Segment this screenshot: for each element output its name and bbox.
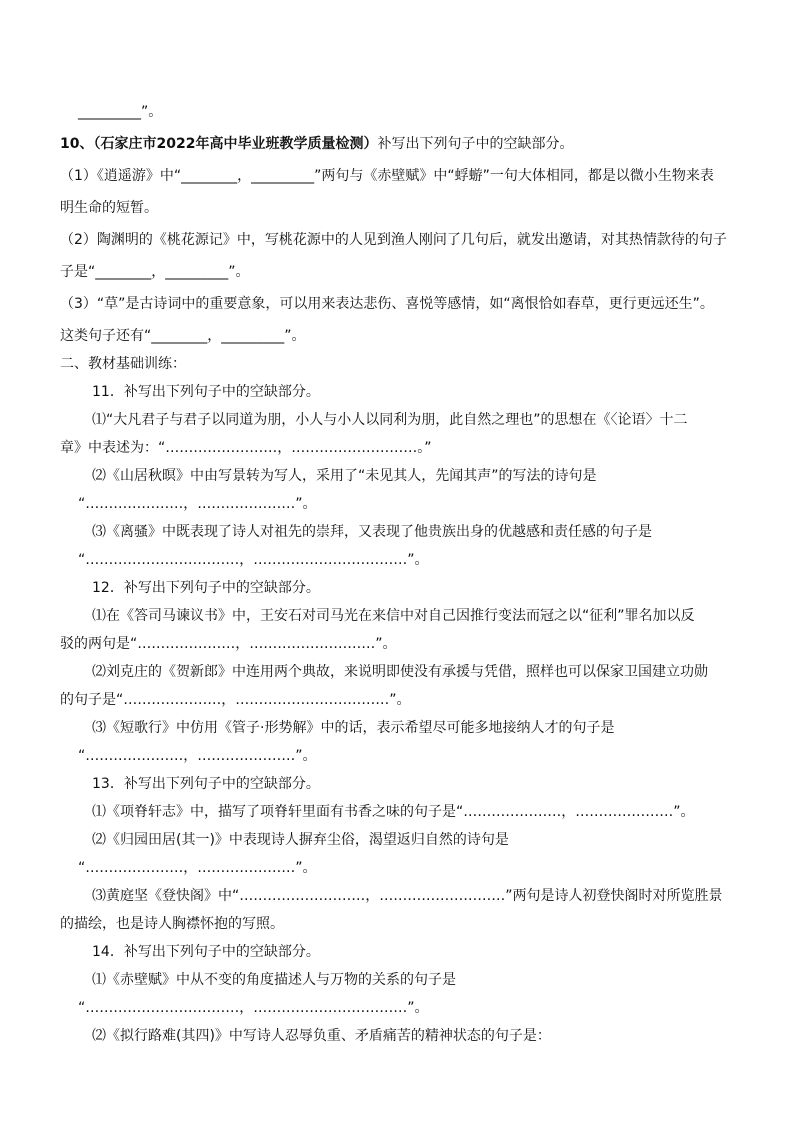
text-line: （2）陶渊明的《桃花源记》中，写桃花源中的人见到渔人刚问了几句后，就发出邀请，对其热情款待的句子 [60, 232, 727, 248]
text-line: 章》中表述为：“……………………，………………………。” [60, 440, 432, 456]
text-line: 驳的两句是“…………………，………………………”。 [60, 636, 397, 652]
text-line: ⑴在《答司马谏议书》中，王安石对司马光在来信中对自己因推行变法而冠之以“征利”罪名加以反 [92, 608, 695, 624]
text-line: ⑶《离骚》中既表现了诗人对祖先的崇拜，又表现了他贵族出身的优越感和责任感的句子是 [92, 524, 652, 540]
question-heading: 11．补写出下列句子中的空缺部分。 [92, 384, 320, 400]
question-instruction: 补写出下列句子中的空缺部分。 [377, 136, 574, 152]
text-line: 子是“________，_________”。 [60, 264, 250, 280]
text-line: 这类句子还有“________，_________”。 [60, 328, 306, 344]
question-heading: 14．补写出下列句子中的空缺部分。 [92, 944, 320, 960]
question-heading: 13．补写出下列句子中的空缺部分。 [92, 776, 320, 792]
question-heading: 12．补写出下列句子中的空缺部分。 [92, 580, 320, 596]
text-line: （1）《逍遥游》中“________，_________”两句与《赤壁赋》中“蜉蝣”一句大体相同，都是以微小生物来表 [60, 168, 714, 184]
text-line: 明生命的短暂。 [60, 200, 158, 216]
question-number: 10、 [60, 136, 94, 152]
section-heading: 二、教材基础训练： [60, 356, 186, 372]
text-line: ⑴《赤壁赋》中从不变的角度描述人与万物的关系的句子是 [92, 972, 456, 988]
text-line: ⑵《山居秋暝》中由写景转为写人，采用了“未见其人，先闻其声”的写法的诗句是 [92, 468, 597, 484]
text-line: ⑴《项脊轩志》中，描写了项脊轩里面有书香之味的句子是“…………………，…………………”。 [92, 804, 695, 820]
text-line: ⑵刘克庄的《贺新郎》中连用两个典故，来说明即使没有承援与凭借，照样也可以保家卫国建立功勋 [92, 664, 708, 680]
text-line: ⑶《短歌行》中仿用《管子·形势解》中的话，表示希望尽可能多地接纳人才的句子是 [92, 720, 615, 736]
text-line: “…………………，…………………”。 [78, 496, 317, 512]
text-line: （3）“草”是古诗词中的重要意象，可以用来表达悲伤、喜悦等感情，如“离恨恰如春草，更行更远还生”。 [60, 296, 714, 312]
question-heading [60, 134, 573, 154]
text-line: “……………………………，……………………………”。 [78, 1000, 429, 1016]
text-line: ⑵《拟行路难(其四)》中写诗人忍辱负重、矛盾痛苦的精神状态的句子是： [92, 1028, 551, 1044]
text-line: _________”。 [78, 104, 163, 120]
text-line: 的描绘，也是诗人胸襟怀抱的写照。 [60, 916, 284, 932]
text-line: ⑶黄庭坚《登快阁》中“………………………，………………………”两句是诗人初登快阁时对所览胜景 [92, 888, 723, 904]
text-line: ⑵《归园田居(其一)》中表现诗人摒弃尘俗，渴望返归自然的诗句是 [92, 832, 509, 848]
text-line: “……………………………，……………………………”。 [78, 552, 429, 568]
text-line: 的句子是“…………………，……………………………”。 [60, 692, 411, 708]
text-line: “…………………，…………………”。 [78, 860, 317, 876]
question-source: （石家庄市2022年高中毕业班教学质量检测） [93, 136, 378, 152]
text-line: “…………………，…………………”。 [78, 748, 317, 764]
text-line: ⑴“大凡君子与君子以同道为朋，小人与小人以同利为朋，此自然之理也”的思想在《〈论语〉十二 [92, 412, 688, 428]
